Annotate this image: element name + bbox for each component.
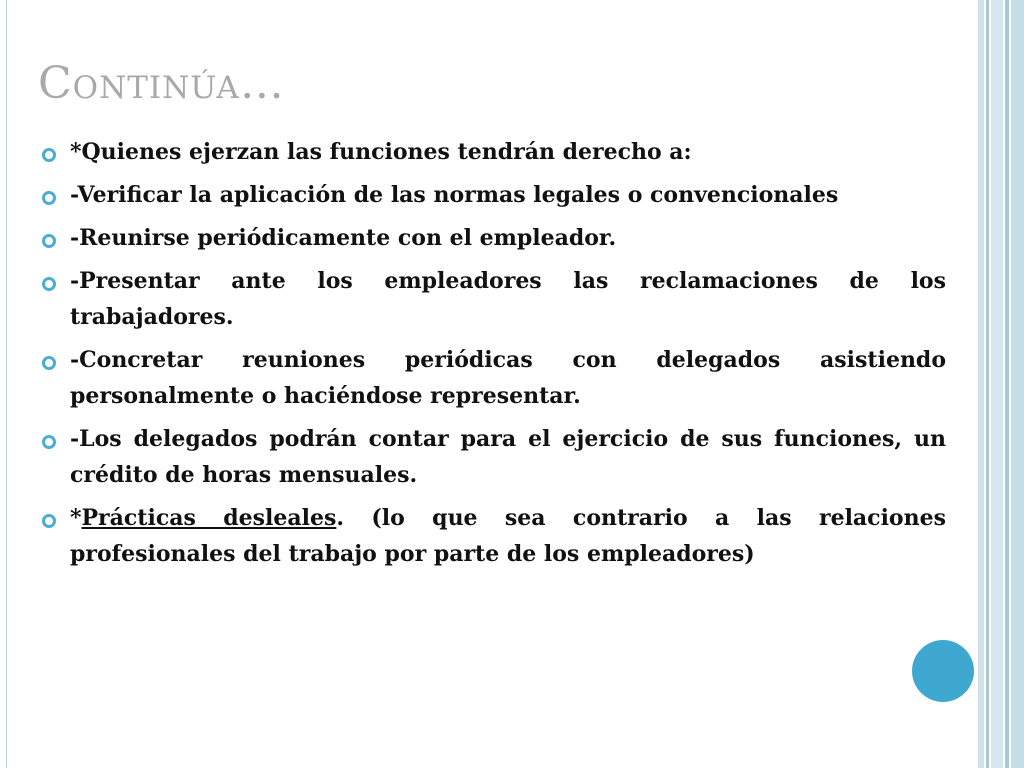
bullet-prefix: * — [70, 505, 82, 531]
bullet-circle-icon — [42, 435, 56, 449]
slide-title: Continúa… — [38, 58, 285, 109]
decorative-circle — [912, 640, 974, 702]
bullet-item — [42, 421, 946, 493]
underlined-term: Prácticas desleales — [81, 505, 337, 531]
bullet-text: -Reunirse periódicamente con el empleador. — [70, 225, 617, 251]
bullet-text: -Los delegados podrán contar para el ejercicio de sus funciones, un crédito de horas mensuales. — [70, 426, 946, 488]
left-border-line — [6, 0, 7, 768]
bullet-circle-icon — [42, 234, 56, 248]
bullet-item — [42, 220, 946, 256]
bullet-circle-icon — [42, 277, 56, 291]
right-decorative-stripe — [1005, 0, 1009, 768]
right-decorative-stripe — [986, 0, 989, 768]
bullet-text: -Presentar ante los empleadores las reclamaciones de los trabajadores. — [70, 268, 946, 330]
bullet-circle-icon — [42, 514, 56, 528]
bullet-item — [42, 263, 946, 335]
bullet-item — [42, 134, 946, 170]
bullet-circle-icon — [42, 148, 56, 162]
right-decorative-stripe — [978, 0, 984, 768]
bullet-circle-icon — [42, 356, 56, 370]
bullet-text: -Verificar la aplicación de las normas legales o convencionales — [70, 182, 839, 208]
bullet-item — [42, 342, 946, 414]
right-decorative-stripe — [991, 0, 1003, 768]
bullet-text: -Concretar reuniones periódicas con delegados asistiendo personalmente o haciéndose representar. — [70, 347, 946, 409]
bullet-text: *Quienes ejerzan las funciones tendrán derecho a: — [70, 139, 692, 165]
right-decorative-stripe — [1011, 0, 1024, 768]
bullet-circle-icon — [42, 191, 56, 205]
bullet-list — [42, 134, 946, 579]
bullet-item — [42, 500, 946, 572]
bullet-item — [42, 177, 946, 213]
bullet-suffix: . (lo que sea contrario a las relaciones profesionales del trabajo por parte de los empleadores) — [70, 505, 946, 567]
